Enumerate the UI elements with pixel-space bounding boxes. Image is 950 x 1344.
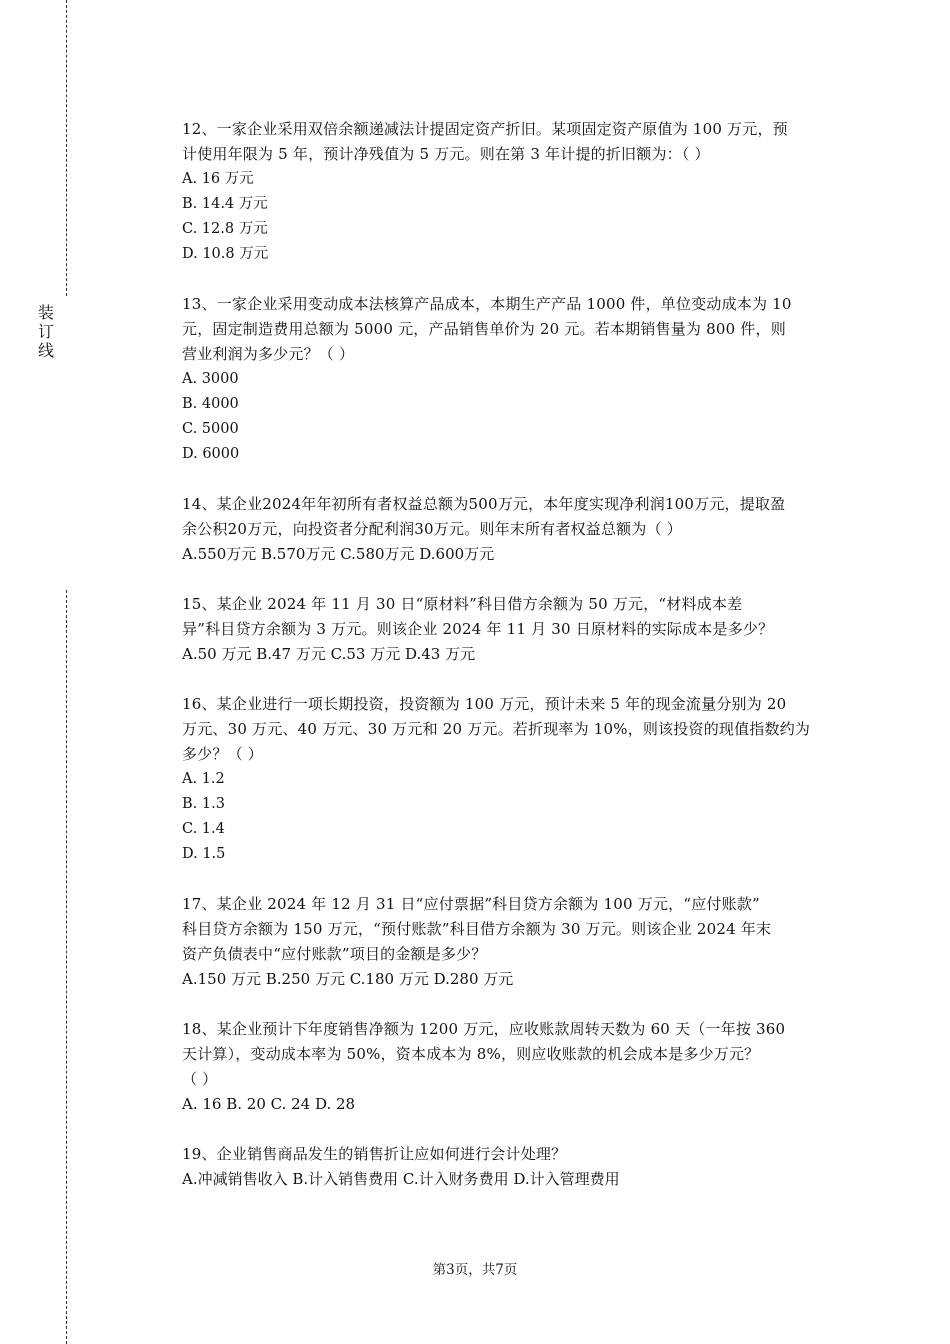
page-footer: 第3页，共7页 — [432, 1262, 518, 1278]
option-b: B. 1.3 — [182, 796, 225, 812]
question-stem-line: 16、某企业进行一项长期投资，投资额为 100 万元，预计未来 5 年的现金流量分别为 20 — [182, 695, 787, 713]
binding-label-char: 订 — [37, 322, 54, 341]
inline-options: A.冲减销售收入 B.计入销售费用 C.计入财务费用 D.计入管理费用 — [182, 1170, 620, 1188]
question-15 — [182, 592, 838, 667]
binding-label — [36, 303, 56, 360]
question-stem-line: 多少？（ ） — [182, 745, 263, 763]
inline-options: A.150 万元 B.250 万元 C.180 万元 D.280 万元 — [182, 970, 514, 988]
option-a: A. 3000 — [182, 371, 239, 387]
option-a: A. 1.2 — [182, 771, 225, 787]
question-12 — [182, 117, 838, 267]
inline-options: A.550万元 B.570万元 C.580万元 D.600万元 — [182, 545, 495, 563]
option-b: B. 14.4 万元 — [182, 196, 268, 212]
option-c: C. 12.8 万元 — [182, 221, 268, 237]
option-c: C. 1.4 — [182, 821, 225, 837]
question-stem-line: 元，固定制造费用总额为 5000 元，产品销售单价为 20 元。若本期销售量为 800 件，则 — [182, 320, 786, 338]
question-stem-line: 12、一家企业采用双倍余额递减法计提固定资产折旧。某项固定资产原值为 100 万元，预 — [182, 120, 788, 138]
question-16 — [182, 692, 838, 867]
question-stem-line: 异”科目贷方余额为 3 万元。则该企业 2024 年 11 月 30 日原材料的实际成本是多少？ — [182, 620, 774, 638]
option-d: D. 6000 — [182, 446, 240, 462]
question-stem-line: 17、某企业 2024 年 12 月 31 日“应付票据”科目贷方余额为 100 万元，“应付账款” — [182, 895, 760, 913]
binding-label-char: 线 — [37, 341, 54, 360]
question-stem-line: 18、某企业预计下年度销售净额为 1200 万元，应收账款周转天数为 60 天（一年按 360 — [182, 1020, 786, 1038]
binding-dashed-line-top — [66, 0, 67, 296]
option-c: C. 5000 — [182, 421, 239, 437]
question-stem-line: 万元、30 万元、40 万元、30 万元和 20 万元。若折现率为 10%，则该投资的现值指数约为 — [182, 720, 811, 738]
question-list — [182, 117, 838, 1217]
question-stem-line: 天计算），变动成本率为 50%，资本成本为 8%，则应收账款的机会成本是多少万元？ — [182, 1045, 760, 1063]
question-17 — [182, 892, 838, 992]
binding-label-char: 装 — [37, 303, 54, 322]
option-a: A. 16 万元 — [182, 171, 254, 187]
question-stem-line: 资产负债表中“应付账款”项目的金额是多少？ — [182, 945, 487, 963]
question-19 — [182, 1142, 838, 1192]
question-stem-line: 科目贷方余额为 150 万元，“预付账款”科目借方余额为 30 万元。则该企业 2024 年末 — [182, 920, 772, 938]
inline-options: A. 16 B. 20 C. 24 D. 28 — [182, 1095, 356, 1113]
question-stem-line: 19、企业销售商品发生的销售折让应如何进行会计处理？ — [182, 1145, 567, 1163]
binding-dashed-line-bottom — [66, 590, 67, 1344]
option-b: B. 4000 — [182, 396, 239, 412]
question-stem-line: 14、某企业2024年年初所有者权益总额为500万元，本年度实现净利润100万元，提取盈 — [182, 495, 786, 513]
question-13 — [182, 292, 838, 467]
question-stem-line: （ ） — [182, 1070, 218, 1088]
option-d: D. 10.8 万元 — [182, 246, 269, 262]
question-stem-line: 计使用年限为 5 年，预计净残值为 5 万元。则在第 3 年计提的折旧额为：（ ） — [182, 145, 710, 163]
question-14 — [182, 492, 838, 567]
option-d: D. 1.5 — [182, 846, 226, 862]
inline-options: A.50 万元 B.47 万元 C.53 万元 D.43 万元 — [182, 645, 476, 663]
question-18 — [182, 1017, 838, 1117]
question-stem-line: 15、某企业 2024 年 11 月 30 日“原材料”科目借方余额为 50 万元，“材料成本差 — [182, 595, 743, 613]
question-stem-line: 营业利润为多少元？（ ） — [182, 345, 355, 363]
question-stem-line: 余公积20万元，向投资者分配利润30万元。则年末所有者权益总额为（ ） — [182, 520, 682, 538]
question-stem-line: 13、一家企业采用变动成本法核算产品成本，本期生产产品 1000 件，单位变动成本为 10 — [182, 295, 792, 313]
